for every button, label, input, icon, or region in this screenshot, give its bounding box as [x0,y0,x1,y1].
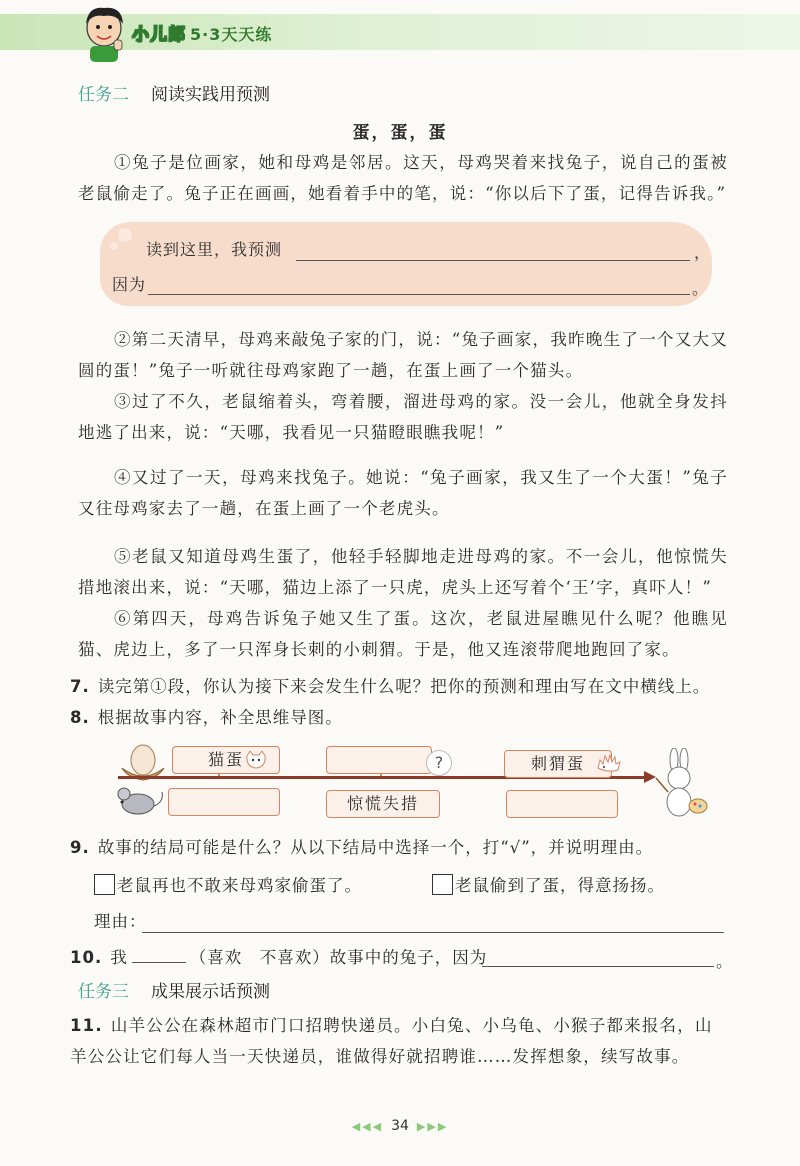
question-8-number: 8. [70,708,90,727]
mindmap-box-3-text: 刺猬蛋 [530,754,585,773]
question-7-text: 读完第①段，你认为接下来会发生什么呢？把你的预测和理由写在文中横线上。 [97,677,711,696]
q9-option-1 [94,872,362,896]
cat-face-icon [244,750,268,770]
rabbit-painter-icon [648,748,710,824]
reason-answer-line[interactable] [148,294,690,295]
question-9 [70,834,653,858]
task2-title: 阅读实践用预测 [151,85,270,105]
mindmap-box-blank-top[interactable] [326,746,432,774]
prediction-label: 读到这里，我预测 [146,240,283,259]
q10-period: 。 [716,952,734,971]
q10-reason-line[interactable] [482,966,714,967]
mindmap-box-5-text: 惊慌失措 [346,794,419,813]
q9-reason-label: 理由： [94,912,147,931]
decor-dot [118,228,132,242]
q9-option-2-checkbox[interactable] [432,874,453,895]
q9-option-1-checkbox[interactable] [94,874,115,895]
prediction-comma: ， [694,243,712,262]
story-paragraph-4: ④又过了一天，母鸡来找兔子。她说：“兔子画家，我又生了一个大蛋！”兔子又往母鸡家去了一趟，在蛋上画了一个老虎头。 [78,468,728,518]
hedgehog-icon [596,752,622,774]
story-paragraph-6: ⑥第四天，母鸡告诉兔子她又生了蛋。这次，老鼠进屋瞧见什么呢？他瞧见猫、虎边上，多了一只浑身长刺的小刺猬。于是，他又连滚带爬地跑回了家。 [78,609,728,659]
question-11-number: 11. [70,1016,103,1035]
decor-dot [110,242,118,250]
brand-title [132,20,272,44]
question-10 [70,944,487,968]
question-10-text-a: 我 [110,948,128,967]
mindmap-box-blank-bottom-1[interactable] [168,788,280,816]
brand-logo: 小儿郎 [132,25,186,45]
question-7 [70,673,710,697]
q9-reason-line[interactable] [142,932,724,933]
task3-number: 任务三 [78,982,129,1002]
q9-option-1-text: 老鼠再也不敢来母鸡家偷蛋了。 [117,876,362,895]
story-paragraph-3: ③过了不久，老鼠缩着头，弯着腰，溜进母鸡的家。没一会儿，他就全身发抖地逃了出来，说：“天哪，我看见一只猫瞪眼瞧我呢！” [78,392,728,442]
q9-option-2 [432,872,665,896]
question-10-text-b: （喜欢 不喜欢）故事中的兔子，因为 [189,948,488,967]
question-mark-icon: ? [426,750,452,776]
task3-heading [78,977,270,1002]
story-paragraph-1: ①兔子是位画家，她和母鸡是邻居。这天，母鸡哭着来找兔子，说自己的蛋被老鼠偷走了。兔子正在画画，她看着手中的笔，说：“你以后下了蛋，记得告诉我。” [78,153,728,203]
task2-heading [78,80,270,105]
story-paragraph-2: ②第二天清早，母鸡来敲兔子家的门，说：“兔子画家，我昨晚生了一个又大又圆的蛋！”兔子一听就往母鸡家跑了一趟，在蛋上画了一个猫头。 [78,330,728,380]
prediction-answer-line[interactable] [296,260,690,261]
question-8 [70,704,343,728]
brand-series: 5·3天天练 [190,25,273,44]
right-arrows-icon: ▶▶▶ [416,1120,449,1133]
question-7-number: 7. [70,677,90,696]
question-8-text: 根据故事内容，补全思维导图。 [97,708,343,727]
page-number-footer [0,1118,800,1134]
mouse-icon [110,782,166,818]
page-number: 34 [391,1118,409,1134]
reason-label: 因为 [112,275,147,294]
mascot-icon [78,4,130,64]
mindmap-box-blank-bottom-2[interactable] [506,790,618,818]
mindmap-box-panic [326,790,440,818]
q9-option-2-text: 老鼠偷到了蛋，得意扬扬。 [455,876,665,895]
question-11 [70,1010,730,1072]
question-9-text: 故事的结局可能是什么？从以下结局中选择一个，打“√”，并说明理由。 [97,838,654,857]
task3-title: 成果展示话预测 [151,982,270,1002]
q10-choice-blank[interactable] [132,947,186,963]
left-arrows-icon: ◀◀◀ [351,1120,384,1133]
reason-period: 。 [692,279,710,298]
story-paragraph-5: ⑤老鼠又知道母鸡生蛋了，他轻手轻脚地走进母鸡的家。不一会儿，他惊慌失措地滚出来，说：“天哪，猫边上添了一只虎，虎头上还写着个‘王’字，真吓人！” [78,547,728,597]
question-11-text: 山羊公公在森林超市门口招聘快递员。小白兔、小乌龟、小猴子都来报名，山羊公公让它们每人当一天快递员，谁做得好就招聘谁……发挥想象，续写故事。 [70,1016,713,1066]
question-9-number: 9. [70,838,90,857]
story-title: 蛋，蛋，蛋 [352,123,448,143]
question-10-number: 10. [70,948,103,967]
mindmap-box-1-text: 猫蛋 [207,750,244,769]
task2-number: 任务二 [78,85,129,105]
mindmap-arrow-icon [644,771,656,783]
